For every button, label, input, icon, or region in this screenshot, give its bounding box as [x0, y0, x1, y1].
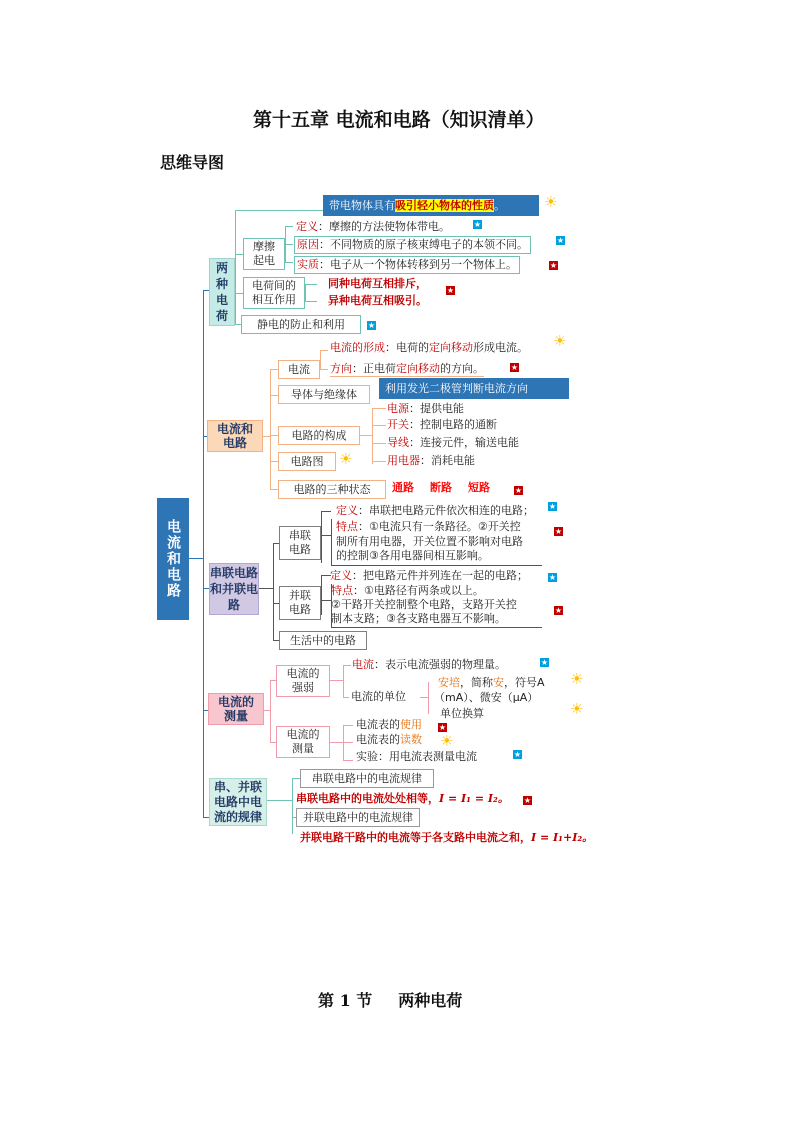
trunk-line	[203, 290, 204, 817]
unlike-charges: 异种电荷互相吸引。	[328, 294, 427, 307]
star-icon: ★	[513, 750, 522, 759]
page-title: 第十五章 电流和电路（知识清单）	[253, 109, 545, 131]
series-feature-1: 特点：①电流只有一条路径。②开关控	[336, 520, 521, 533]
star-icon: ★	[473, 220, 482, 229]
section-heading: 第 1 节 两种电荷	[318, 991, 463, 1010]
star-icon: ★	[438, 723, 447, 732]
node-circuit-structure: 电路的构成	[278, 426, 360, 445]
current-direction: 方向：正电荷定向移动的方向。	[330, 362, 484, 375]
sun-icon: ☀	[440, 732, 454, 750]
star-icon: ★	[367, 321, 376, 330]
ammeter-reading: 电流表的读数	[356, 733, 422, 746]
node-charge-interaction: 电荷间的相互作用	[243, 277, 305, 309]
star-icon: ★	[446, 286, 455, 295]
root-node: 电流和电路	[157, 498, 189, 620]
node-parallel-circuit: 并联电路	[279, 586, 321, 620]
parallel-current-law: 并联电路干路中的电流等于各支路中电流之和，I = I₁+I₂。	[300, 831, 594, 844]
node-life-circuit: 生活中的电路	[279, 631, 367, 650]
star-icon: ★	[523, 796, 532, 805]
star-icon: ★	[514, 486, 523, 495]
branch-series-parallel: 串联电路和并联电路	[209, 563, 259, 615]
state-open: 断路	[430, 481, 452, 494]
series-feature-2: 制所有用电器，开关位置不影响对电路	[336, 535, 523, 548]
parallel-feature-3: 制本支路；③各支路电器互不影响。	[331, 612, 506, 625]
ammeter-experiment: 实验：用电流表测量电流	[356, 750, 477, 763]
state-short: 短路	[468, 481, 490, 494]
star-icon: ★	[548, 502, 557, 511]
node-rub-charging: 摩擦起电	[243, 238, 285, 270]
node-circuit-diagram: 电路图	[278, 452, 336, 471]
parallel-def: 定义：把电路元件并列连在一起的电路；	[330, 569, 528, 582]
essence-rub: 实质：电子从一个物体转移到另一个物体上。	[294, 256, 520, 274]
parallel-feature-2: ②干路开关控制整个电路，支路开关控	[331, 598, 517, 611]
node-static: 静电的防止和利用	[241, 315, 361, 334]
banner-attract: 带电物体具有吸引轻小物体的性质。	[323, 195, 539, 216]
sun-icon: ☀	[553, 332, 567, 350]
sun-icon: ☀	[570, 670, 584, 688]
node-three-states: 电路的三种状态	[278, 480, 386, 499]
parallel-feature-1: 特点：①电路径有两条或以上。	[331, 584, 484, 597]
wire: 导线：连接元件，输送电能	[387, 436, 519, 449]
current-formation: 电流的形成：电荷的定向移动形成电流。	[330, 341, 528, 354]
star-icon: ★	[548, 573, 557, 582]
branch-current-measure: 电流的测量	[208, 693, 264, 725]
star-icon: ★	[556, 236, 565, 245]
power-source: 电源：提供电能	[387, 402, 464, 415]
series-current-law: 串联电路中的电流处处相等，I = I₁ = I₂。	[296, 792, 509, 805]
star-icon: ★	[554, 606, 563, 615]
star-icon: ★	[540, 658, 549, 667]
node-series-circuit: 串联电路	[279, 526, 321, 560]
sun-icon: ☀	[570, 700, 584, 718]
sun-icon: ☀	[544, 193, 558, 211]
star-icon: ★	[554, 527, 563, 536]
section-label: 思维导图	[160, 153, 225, 172]
connector	[189, 558, 203, 559]
current-quantity: 电流：表示电流强弱的物理量。	[352, 658, 506, 671]
node-series-rule: 串联电路中的电流规律	[300, 769, 434, 788]
state-closed: 通路	[392, 481, 414, 494]
sun-icon: ☀	[339, 450, 353, 468]
node-current: 电流	[278, 360, 320, 379]
series-def: 定义：串联把电路元件依次相连的电路；	[336, 504, 534, 517]
like-charges: 同种电荷互相排斥，	[328, 277, 427, 290]
branch-two-charges: 两种电荷	[209, 258, 235, 326]
unit-ampere: 安培，简称安，符号A	[438, 676, 545, 689]
branch-current-circuit: 电流和电路	[207, 420, 263, 452]
node-parallel-rule: 并联电路中的电流规律	[296, 808, 420, 827]
ammeter-use: 电流表的使用	[356, 718, 422, 731]
switch: 开关：控制电路的通断	[387, 418, 497, 431]
unit-milli-micro: （mA）、微安（μA）	[434, 691, 539, 704]
node-current-measure: 电流的测量	[276, 726, 330, 758]
node-conductor: 导体与绝缘体	[278, 385, 370, 404]
cause-rub: 原因：不同物质的原子核束缚电子的本领不同。	[294, 236, 531, 254]
node-current-unit: 电流的单位	[351, 690, 406, 703]
series-feature-3: 的控制③各用电器间相互影响。	[336, 549, 489, 562]
unit-conversion: 单位换算	[440, 707, 484, 720]
star-icon: ★	[549, 261, 558, 270]
node-current-strength: 电流的强弱	[276, 665, 330, 697]
branch-current-rules: 串、并联电路中电流的规律	[209, 778, 267, 826]
banner-led: 利用发光二极管判断电流方向	[379, 378, 569, 399]
star-icon: ★	[510, 363, 519, 372]
appliance: 用电器：消耗电能	[387, 454, 475, 467]
def-rub: 定义：摩擦的方法使物体带电。	[296, 220, 450, 233]
